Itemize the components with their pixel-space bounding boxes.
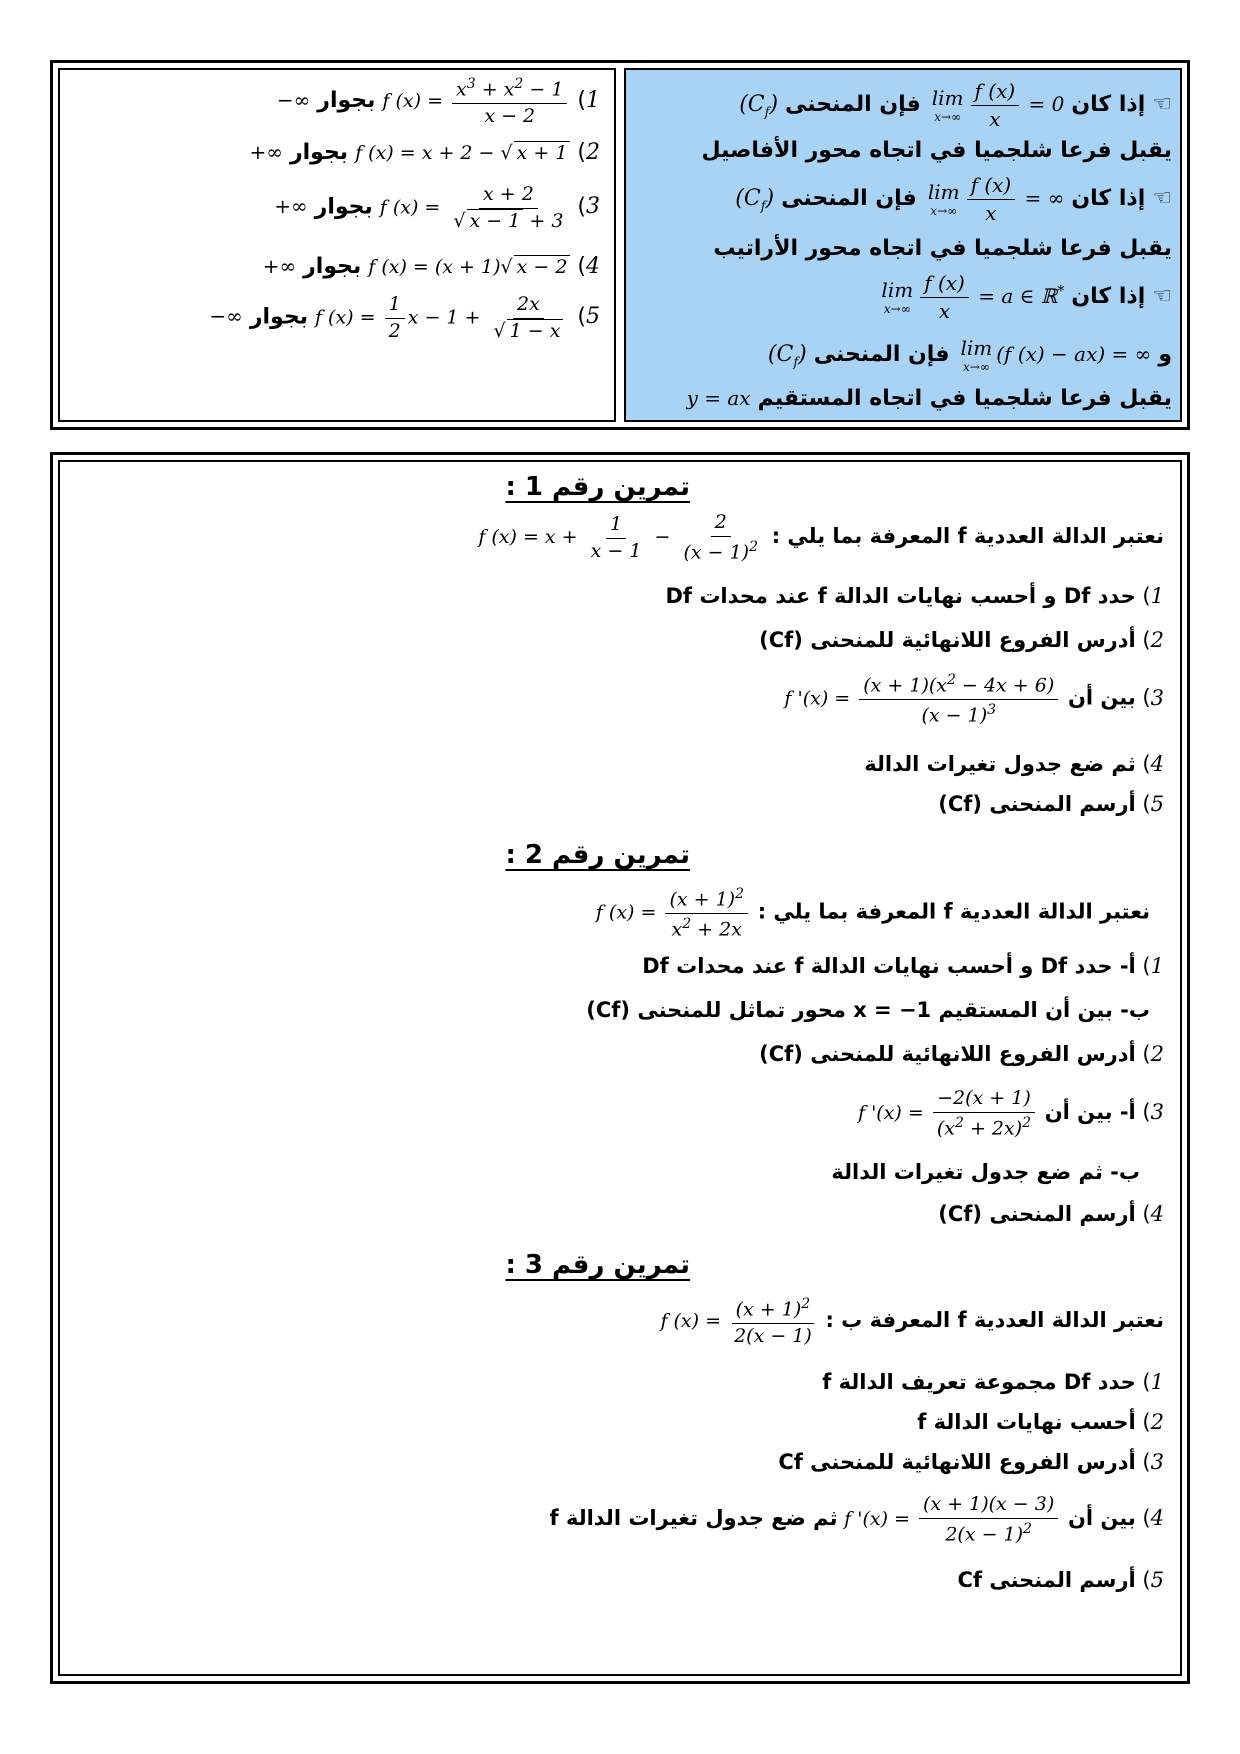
rule-1	[739, 80, 1172, 131]
rule-1-curve: $(C_f)$	[739, 92, 779, 121]
rule-3	[877, 272, 1172, 323]
rule-2-conclusion: يقبل فرعا شلجميا في اتجاه محور الأراتيب	[713, 236, 1172, 261]
exercise-2-derivative: f '(x) = $\frac{-2(x + 1)}{(x^2 + 2x)^2}$	[858, 1088, 1038, 1140]
rule-3b-then: فإن المنحنى	[813, 342, 950, 367]
exercise-2-item-1a: 1) أ- حدد Df و أحسب نهايات الدالة f عند محدات Df	[642, 954, 1164, 978]
rule-2-then: فإن المنحنى	[781, 186, 917, 211]
exercise-2-item-1b: ب- بين أن المستقيم x = −1 محور تماثل للمنحنى (Cf)	[586, 998, 1150, 1022]
rule-3-expr: lim x→∞ $\frac{f (x)}{x}$ = a ∈ ℝ*	[881, 271, 1065, 323]
rule-2-expr: lim x→∞ $\frac{f (x)}{x}$ = ∞	[927, 173, 1065, 225]
pointing-hand-icon: ☜	[1152, 186, 1172, 211]
rule-1-conclusion: يقبل فرعا شلجميا في اتجاه محور الأفاصيل	[701, 138, 1172, 163]
rule-2	[735, 174, 1172, 225]
rule-1-then: فإن المنحنى	[785, 92, 921, 117]
exercise-2-title: تمرين رقم 2 :	[505, 840, 690, 870]
exercise-2-item-2: 2) أدرس الفروع اللانهائية للمنحنى (Cf)	[759, 1042, 1164, 1066]
exercise-2-item-3b: ب- ثم ضع جدول تغيرات الدالة	[831, 1160, 1140, 1184]
exercise-3-intro: نعتبر الدالة العددية f المعرفة ب : f (x) = $\frac{(x + 1)^2}{2(x - 1)}$	[660, 1296, 1164, 1348]
exercise-1-item-3: 3) بين أن f '(x) = $\frac{(x + 1)(x^2 - 4x + 6)}{(x - 1)^3}$	[784, 672, 1164, 727]
limit-item-2: 2) f (x) = x + 2 − √ x + 1 بجوار +∞	[249, 140, 600, 165]
exercise-1-item-1: 1) حدد Df و أحسب نهايات الدالة f عند محدات Df	[665, 584, 1164, 608]
exercise-1-function: f (x) = x + $\frac{1}{x - 1}$ − $\frac{2}{(x - 1)^2}$	[478, 511, 759, 564]
rule-3b-and: و	[1158, 342, 1172, 367]
pointing-hand-icon: ☜	[1152, 92, 1172, 117]
asymptote-line-expr: y = ax	[686, 386, 751, 410]
exercise-3-derivative: f '(x) = $\frac{(x + 1)(x - 3)}{2(x - 1)^2}$	[844, 1494, 1061, 1546]
exercise-2-function: f (x) = $\frac{(x + 1)^2}{x^2 + 2x}$	[596, 886, 751, 941]
exercise-3-function: f (x) = $\frac{(x + 1)^2}{2(x - 1)}$	[660, 1296, 818, 1348]
rule-3b	[768, 338, 1172, 373]
exercise-3-title: تمرين رقم 3 :	[505, 1250, 690, 1280]
exercise-3-item-1: 1) حدد Df مجموعة تعريف الدالة f	[822, 1370, 1164, 1394]
rule-3b-curve: $(C_f)$	[767, 342, 807, 371]
rule-3-conclusion: يقبل فرعا شلجميا في اتجاه المستقيم y = ax	[686, 386, 1172, 411]
rule-3-if: إذا كان	[1071, 284, 1146, 309]
limit-item-4: 4) f (x) = (x + 1)√ x − 2 بجوار +∞	[262, 254, 600, 279]
rule-3b-expr: lim x→∞ (f (x) − ax) = ∞	[960, 336, 1152, 374]
exercise-3-item-3: 3) أدرس الفروع اللانهائية للمنحنى Cf	[778, 1450, 1164, 1474]
exercise-3-item-5: 5) أرسم المنحنى Cf	[957, 1568, 1164, 1592]
rule-2-if: إذا كان	[1071, 186, 1146, 211]
exercise-1-item-4: 4) ثم ضع جدول تغيرات الدالة	[864, 752, 1164, 776]
pointing-hand-icon: ☜	[1152, 284, 1172, 309]
exercise-1-item-2: 2) أدرس الفروع اللانهائية للمنحنى (Cf)	[759, 628, 1164, 652]
exercise-1-derivative: f '(x) = $\frac{(x + 1)(x^2 - 4x + 6)}{(x - 1)^3}$	[784, 672, 1061, 727]
limit-item-3: 3) f (x) = $\frac{x + 2}{√ x - 1 + 3}$ بجوار +∞	[274, 183, 600, 232]
rule-2-curve: $(C_f)$	[735, 186, 775, 215]
rule-1-if: إذا كان	[1071, 92, 1146, 117]
exercise-2-item-3a: 3) أ- بين أن f '(x) = $\frac{-2(x + 1)}{(x^2 + 2x)^2}$	[858, 1087, 1164, 1140]
limit-item-5: 5) f (x) = $\frac{1}{2}$ x − 1 + $\frac{2x}{√ 1 - x}$ بجوار −∞	[209, 293, 600, 342]
exercise-1-intro: نعتبر الدالة العددية f المعرفة بما يلي : f (x) = x + $\frac{1}{x - 1}$ − $\frac{2}{(x - 1)^2}$	[478, 511, 1164, 564]
limit-item-1: 1) f (x) = $\frac{x^3 + x^2 - 1}{x - 2}$ بجوار −∞	[276, 76, 600, 128]
exercise-1-title: تمرين رقم 1 :	[505, 472, 690, 502]
exercise-2-intro: نعتبر الدالة العددية f المعرفة بما يلي : f (x) = $\frac{(x + 1)^2}{x^2 + 2x}$	[595, 886, 1150, 941]
exercise-3-item-4: 4) بين أن f '(x) = $\frac{(x + 1)(x - 3)}{2(x - 1)^2}$ ثم ضع جدول تغيرات الدالة f	[549, 1493, 1164, 1546]
rule-1-expr: lim x→∞ $\frac{f (x)}{x}$ = 0	[931, 79, 1065, 131]
exercise-1-item-5: 5) أرسم المنحنى (Cf)	[938, 792, 1164, 816]
exercise-3-item-2: 2) أحسب نهايات الدالة f	[917, 1410, 1164, 1434]
exercise-2-item-4: 4) أرسم المنحنى (Cf)	[938, 1202, 1164, 1226]
